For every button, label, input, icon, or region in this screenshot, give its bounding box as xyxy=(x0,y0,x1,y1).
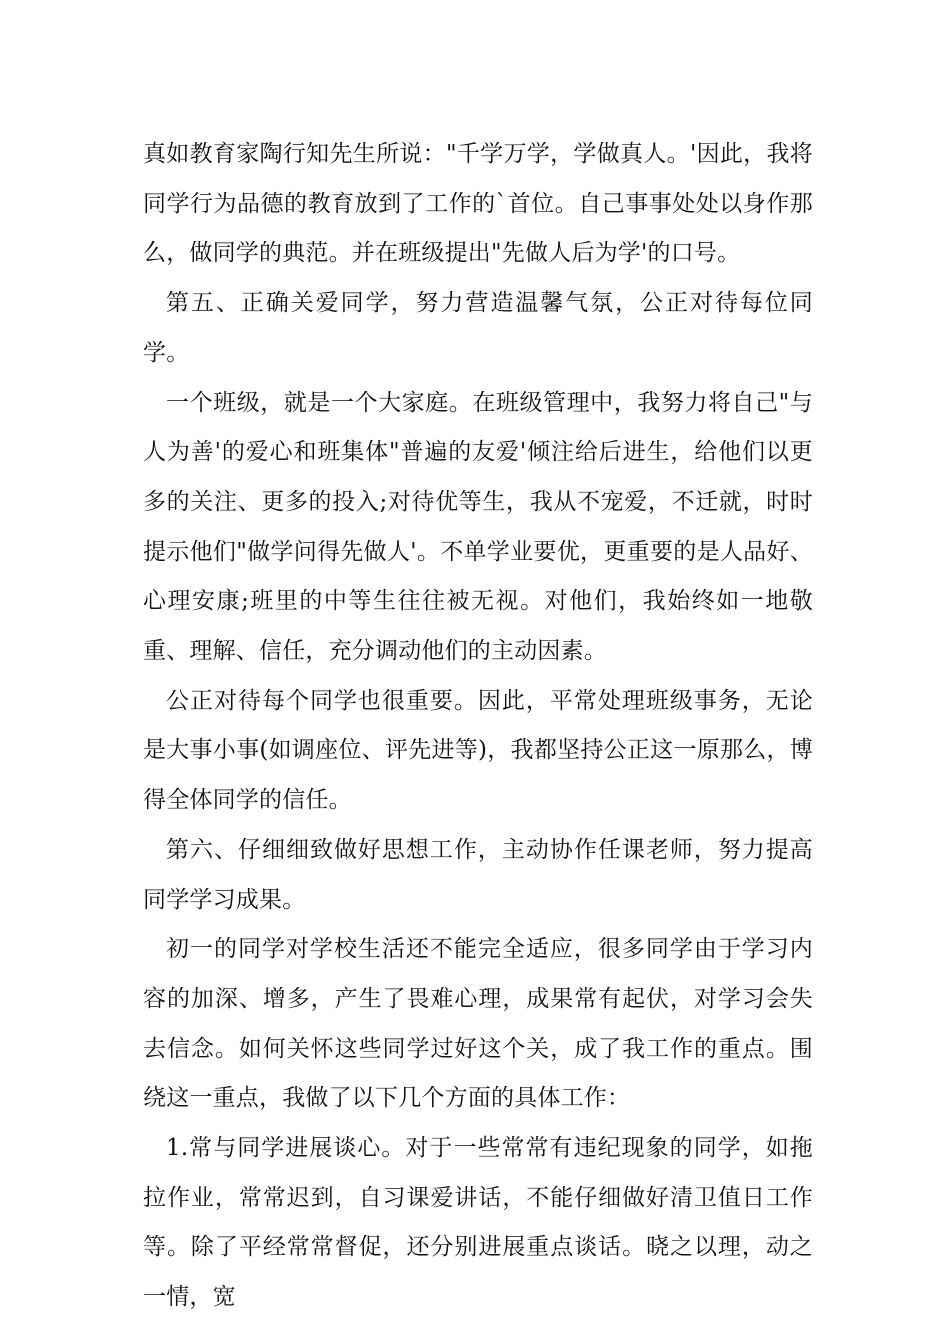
paragraph-3: 一个班级，就是一个大家庭。在班级管理中，我努力将自己"与人为善'的爱心和班集体"普遍的友爱'倾注给后进生，给他们以更多的关注、更多的投入;对待优等生，我从不宠爱，不迁就，时时提示他们"做学问得先做人'。不单学业要优，更重要的是人品好、心理安康;班里的中等生往往被无视。对他们，我始终如一地敬重、理解、信任，充分调动他们的主动因素。 xyxy=(143,389,813,665)
paragraph-5: 第六、仔细细致做好思想工作，主动协作任课老师，努力提高同学学习成果。 xyxy=(143,836,813,913)
paragraph-2: 第五、正确关爱同学，努力营造温馨气氛，公正对待每位同学。 xyxy=(143,290,813,366)
paragraph-6: 初一的同学对学校生活还不能完全适应，很多同学由于学习内容的加深、增多，产生了畏难心理，成果常有起伏，对学习会失去信念。如何关怀这些同学过好这个关，成了我工作的重点。围绕这一重点，我做了以下几个方面的具体工作： xyxy=(143,936,813,1112)
paragraph-1: 真如教育家陶行知先生所说："千学万学，学做真人。'因此，我将同学行为品德的教育放到了工作的`首位。自己事事处处以身作那么，做同学的典范。并在班级提出"先做人后为学'的口号。 xyxy=(143,141,813,267)
paragraph-4: 公正对待每个同学也很重要。因此，平常处理班级事务，无论是大事小事(如调座位、评先进等)，我都坚持公正这一原那么，博得全体同学的信任。 xyxy=(143,687,813,814)
document-body xyxy=(143,130,813,1323)
paragraph-7: 1.常与同学进展谈心。对于一些常常有违纪现象的同学，如拖拉作业，常常迟到，自习课爱讲话，不能仔细做好清卫值日工作等。除了平经常常督促，还分别进展重点谈话。晓之以理，动之一情，宽 xyxy=(143,1135,813,1311)
